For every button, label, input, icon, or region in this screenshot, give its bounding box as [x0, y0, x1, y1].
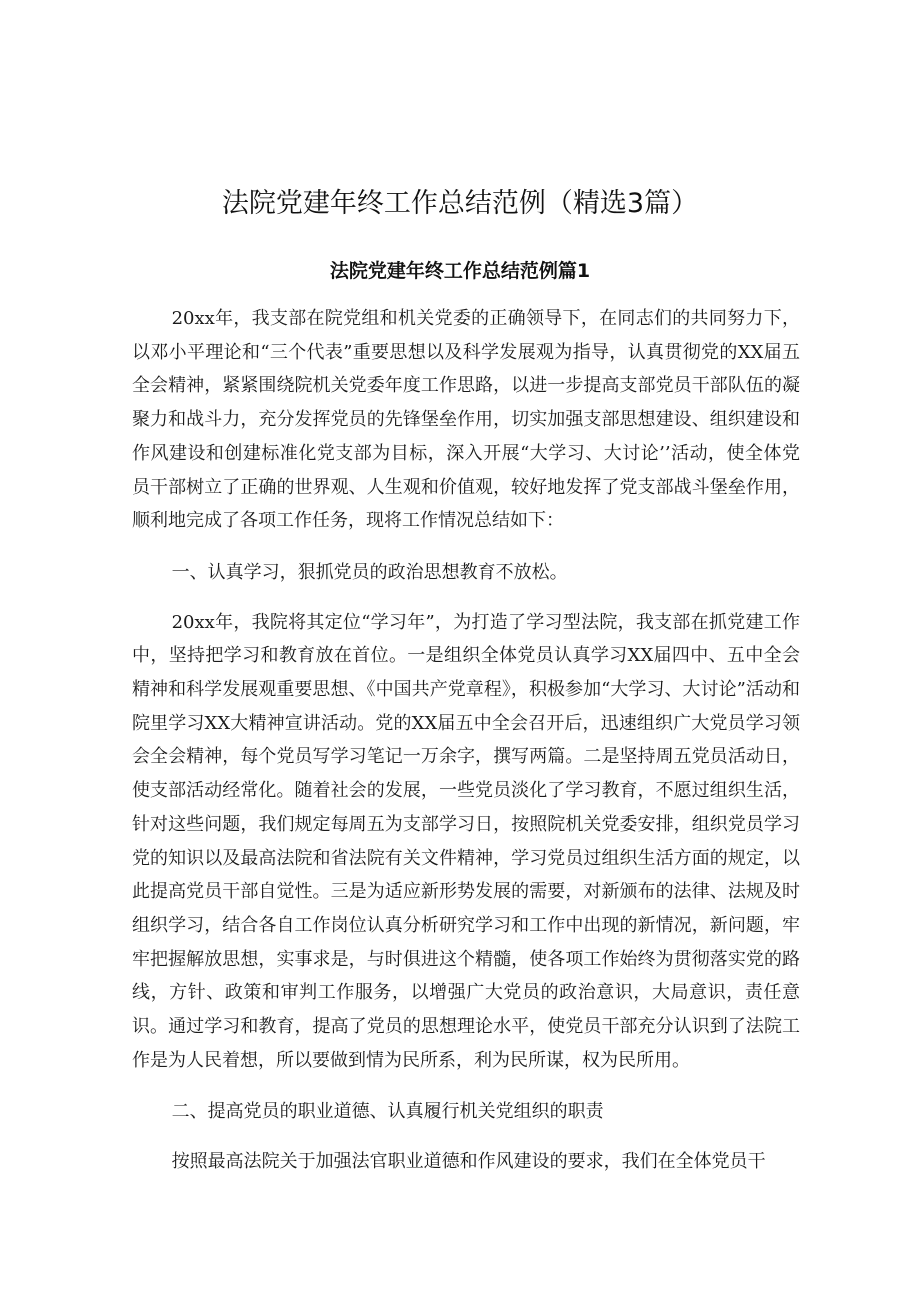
- section-title: 法院党建年终工作总结范例篇1: [329, 260, 591, 282]
- heading-part-one: 一、认真学习，狠抓党员的政治思想教育不放松。: [171, 561, 568, 583]
- document-body: [132, 302, 800, 1179]
- heading-part-two: 二、提高党员的职业道德、认真履行机关党组织的职责: [171, 1101, 604, 1123]
- paragraph-part-one: 20xx年，我院将其定位“学习年”，为打造了学习型法院，我支部在抓党建工作中，坚持把学习和教育放在首位。一是组织全体党员认真学习XX届四中、五中全会精神和科学发展观重要思想、《中国共产党章程》，积极参加“大学习、大讨论”活动和院里学习XX大精神宣讲活动。党的XX届五中全会召开后，迅速组织广大党员学习领会全会精神，每个党员写学习笔记一万余字，撰写两篇。二是坚持周五党员活动日，使支部活动经常化。随着社会的发展，一些党员淡化了学习教育，不愿过组织生活，针对这些问题，我们规定每周五为支部学习日，按照院机关党委安排，组织党员学习党的知识以及最高法院和省法院有关文件精神，学习党员过组织生活方面的规定，以此提高党员干部自觉性。三是为适应新形势发展的需要，对新颁布的法律、法规及时组织学习，结合各自工作岗位认真分析研究学习和工作中出现的新情况，新问题，牢牢把握解放思想，实事求是，与时俱进这个精髓，使各项工作始终为贯彻落实党的路线，方针、政策和审判工作服务，以增强广大党员的政治意识，大局意识，责任意识。通过学习和教育，提高了党员的思想理论水平，使党员干部充分认识到了法院工作是为人民着想，所以要做到情为民所系，利为民所谋，权为民所用。: [132, 611, 800, 1071]
- document-title: 法院党建年终工作总结范例（精选3篇）: [221, 188, 699, 219]
- paragraph-intro: 20xx年，我支部在院党组和机关党委的正确领导下，在同志们的共同努力下，以邓小平理论和“三个代表”重要思想以及科学发展观为指导，认真贯彻党的XX届五全会精神，紧紧围绕院机关党委年度工作思路，以进一步提高支部党员干部队伍的凝聚力和战斗力，充分发挥党员的先锋堡垒作用，切实加强支部思想建设、组织建设和作风建设和创建标准化党支部为目标，深入开展“大学习、大讨论’’活动，使全体党员干部树立了正确的世界观、人生观和价值观，较好地发挥了党支部战斗堡垒作用，顺利地完成了各项工作任务，现将工作情况总结如下：: [132, 308, 800, 532]
- paragraph-part-two: 按照最高法院关于加强法官职业道德和作风建设的要求，我们在全体党员干: [171, 1151, 766, 1173]
